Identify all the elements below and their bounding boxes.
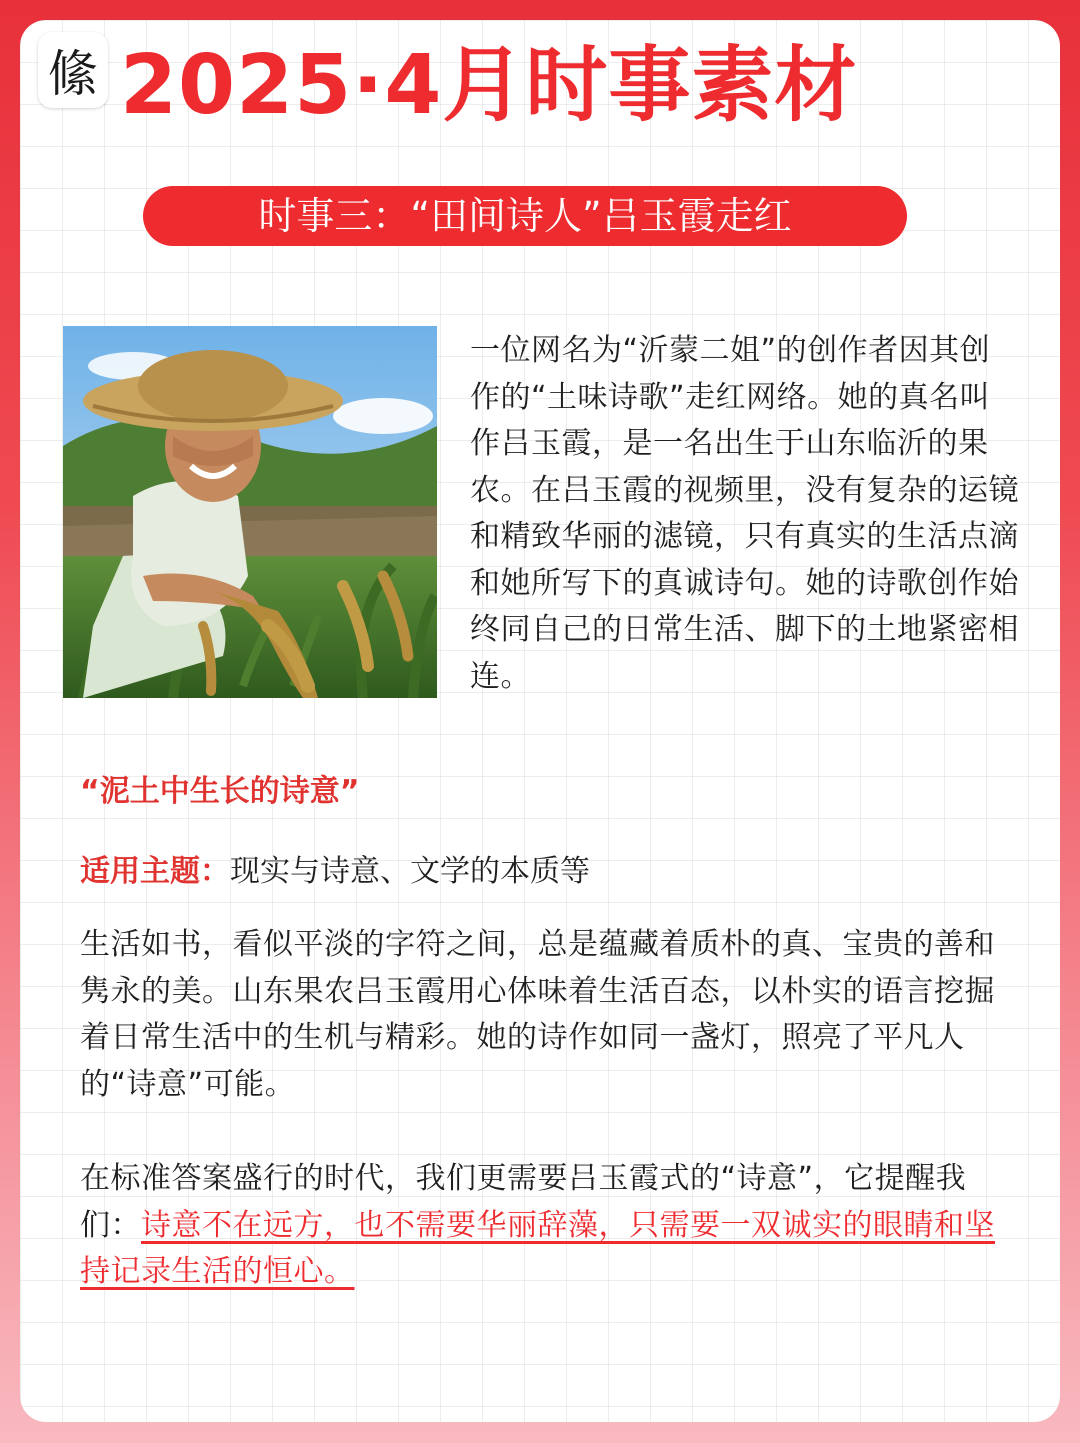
portrait-photo <box>63 326 437 698</box>
portrait-photo-illustration <box>63 326 437 698</box>
highlighted-conclusion: 诗意不在远方，也不需要华丽辞藻，只需要一双诚实的眼睛和坚持记录生活的恒心。 <box>80 1207 995 1289</box>
applicable-theme <box>80 846 590 890</box>
intro-paragraph: 一位网名为“沂蒙二姐”的创作者因其创作的“土味诗歌”走红网络。她的真名叫作吕玉霞，是一名出生于山东临沂的果农。在吕玉霞的视频里，没有复杂的运镜和精致华丽的滤镜，只有真实的生活点滴和她所写下的真诚诗句。她的诗歌创作始终同自己的日常生活、脚下的土地紧密相连。 <box>470 333 1019 694</box>
subtitle-banner: 时事三：“田间诗人”吕玉霞走红 <box>143 186 907 246</box>
body-paragraph-2-prefix: 在标准答案盛行的时代，我们更需要吕玉霞式的“诗意”，它提醒我们： <box>80 1161 967 1243</box>
body-paragraph-2 <box>80 1156 1016 1296</box>
brand-logo-icon: 絛 <box>38 32 108 108</box>
body-paragraph-1: 生活如书，看似平淡的字符之间，总是蕴藏着质朴的真、宝贵的善和隽永的美。山东果农吕玉霞用心体味着生活百态，以朴实的语言挖掘着日常生活中的生机与精彩。她的诗作如同一盏灯，照亮了平凡人的“诗意”可能。 <box>80 927 995 1102</box>
theme-label: 适用主题： <box>80 854 230 889</box>
theme-value: 现实与诗意、文学的本质等 <box>230 854 590 889</box>
section-heading: “泥土中生长的诗意” <box>80 774 360 809</box>
page-title: 2025·4月时事素材 <box>120 38 858 133</box>
